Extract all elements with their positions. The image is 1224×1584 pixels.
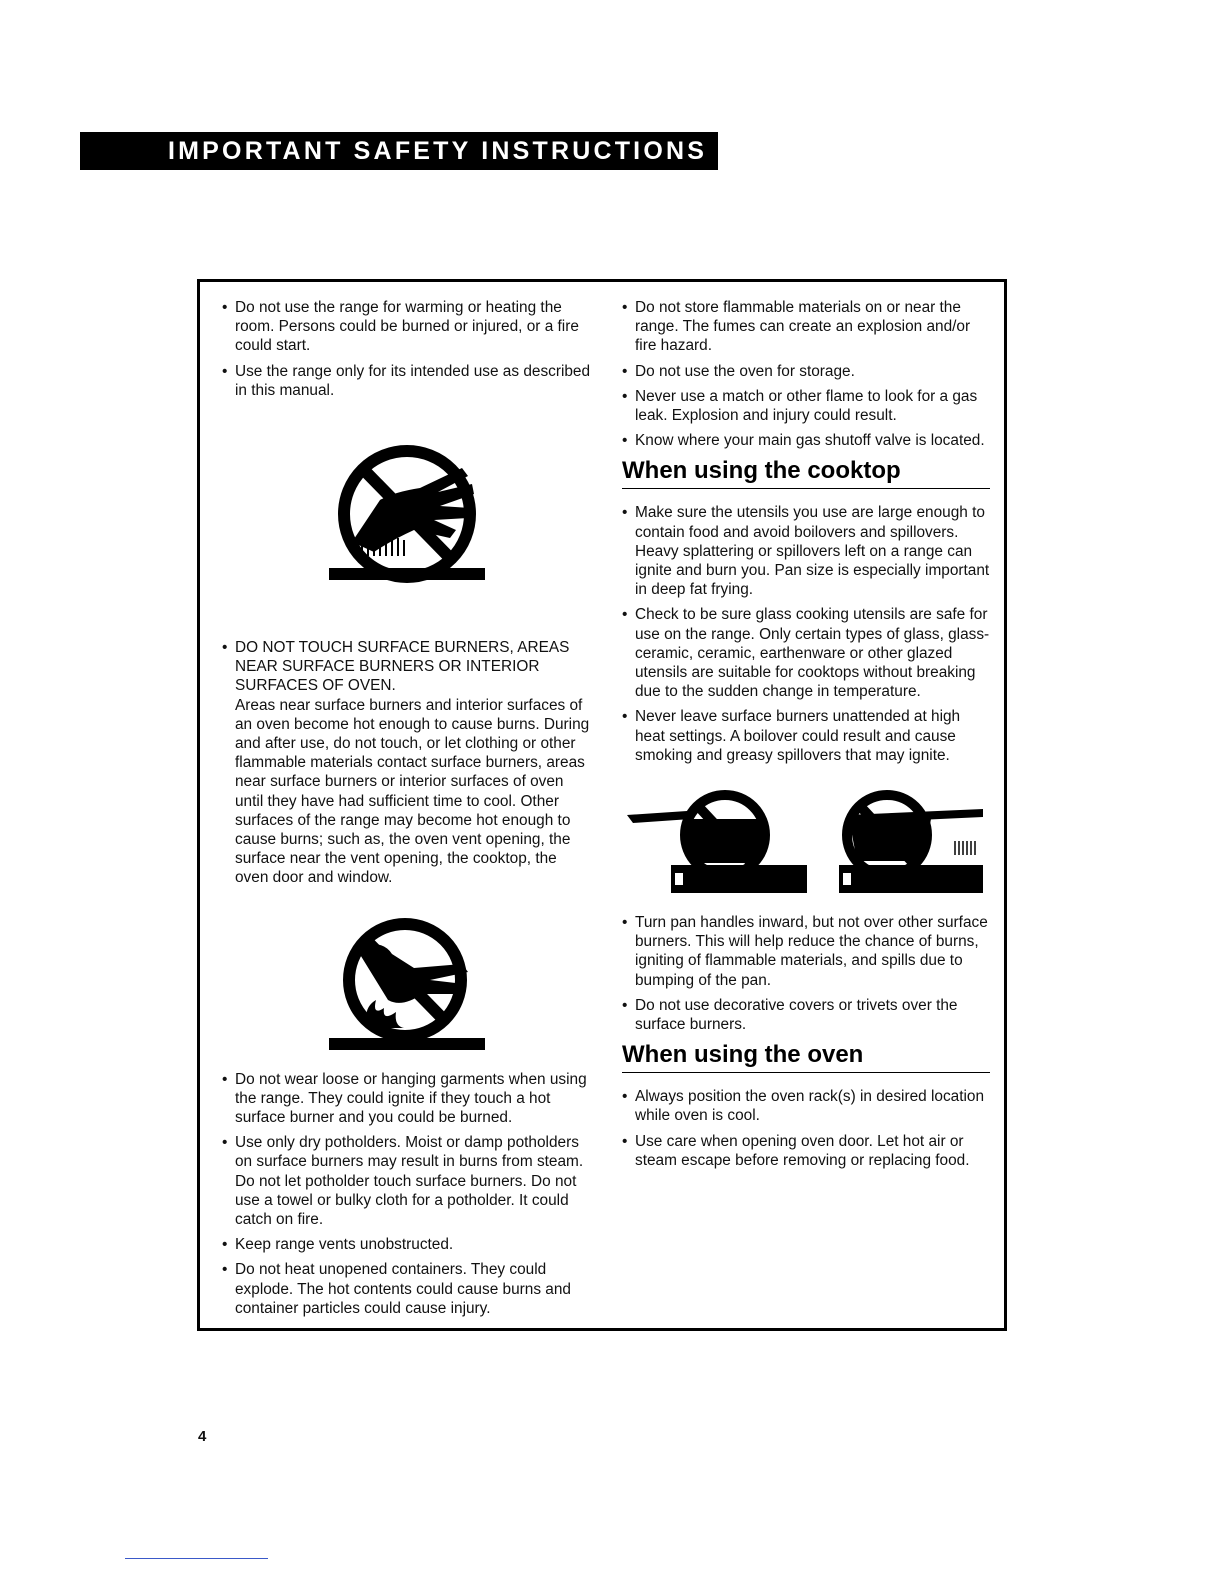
list-item: • Do not wear loose or hanging garments when using the range. They could ignite if they touch a hot surface burner and you could be burned.	[222, 1070, 587, 1127]
list-item: • Do not use the oven for storage.	[622, 362, 855, 380]
section-banner: IMPORTANT SAFETY INSTRUCTIONS	[80, 132, 718, 170]
list-item: • Check to be sure glass cooking utensils are safe for use on the range. Only certain types of glass, glass-ceramic, ceramic, earthenware or other glazed utensils are suitable for cooktops without breaking due to the sudden change in temperature.	[622, 606, 990, 701]
footer-rule	[125, 1558, 268, 1559]
pan-size-warning-icon	[625, 789, 987, 901]
left-column	[222, 298, 592, 1324]
list-item: • Make sure the utensils you use are large enough to contain food and avoid boilovers and spillovers. Heavy splattering or spillovers left on a range can ignite and burn you. Pan size is especially important in deep fat frying.	[622, 504, 990, 599]
page-number: 4	[198, 1428, 207, 1445]
oven-section-heading: When using the oven	[622, 1040, 990, 1073]
list-item: • Always position the oven rack(s) in desired location while oven is cool.	[622, 1088, 985, 1125]
safety-instructions-box	[197, 279, 1007, 1331]
warning-item: • DO NOT TOUCH SURFACE BURNERS, AREAS NEAR SURFACE BURNERS OR INTERIOR SURFACES OF OVEN. Areas near surface burners and interior surfaces of an oven become hot enough to cause burns. During and after use, do not touch, or let clothing or other flammable materials contact surface burners, areas near surface burners or interior surfaces of oven until they have had sufficient time to cool. Other surfaces of the range may become hot enough to cause burns; such as, the oven vent opening, the surface near the vent opening, the cooktop, the oven door and window.	[222, 639, 590, 887]
list-item: • Turn pan handles inward, but not over other surface burners. This will help reduce the chance of burns, igniting of flammable materials, and spills due to bumping of the pan.	[622, 914, 988, 989]
list-item: • Do not heat unopened containers. They could explode. The hot contents could cause burns and container particles could cause injury.	[222, 1261, 571, 1317]
cooktop-section-heading: When using the cooktop	[622, 456, 990, 489]
list-item: • Use the range only for its intended use as described in this manual.	[222, 362, 591, 399]
list-item: • Do not store flammable materials on or near the range. The fumes can create an explosion and/or fire hazard.	[622, 299, 971, 355]
no-flame-clothing-icon	[322, 908, 492, 1058]
right-column	[622, 298, 990, 1176]
list-item: • Never use a match or other flame to look for a gas leak. Explosion and injury could result.	[622, 387, 978, 425]
no-touch-hand-icon	[322, 422, 492, 622]
list-item: • Do not use the range for warming or heating the room. Persons could be burned or injured, or a fire could start.	[222, 299, 579, 355]
list-item: • Never leave surface burners unattended at high heat settings. A boilover could result and cause smoking and greasy spillovers that may ignite.	[622, 708, 961, 764]
list-item: • Use only dry potholders. Moist or damp potholders on surface burners may result in burns from steam. Do not let potholder touch surface burners. Do not use a towel or bulky cloth for a potholder. It could catch on fire.	[222, 1134, 584, 1229]
list-item: • Keep range vents unobstructed.	[222, 1236, 454, 1254]
list-item: • Do not use decorative covers or trivets over the surface burners.	[622, 996, 958, 1034]
list-item: • Use care when opening oven door. Let hot air or steam escape before removing or replacing food.	[622, 1132, 970, 1169]
list-item: • Know where your main gas shutoff valve is located.	[622, 432, 985, 450]
